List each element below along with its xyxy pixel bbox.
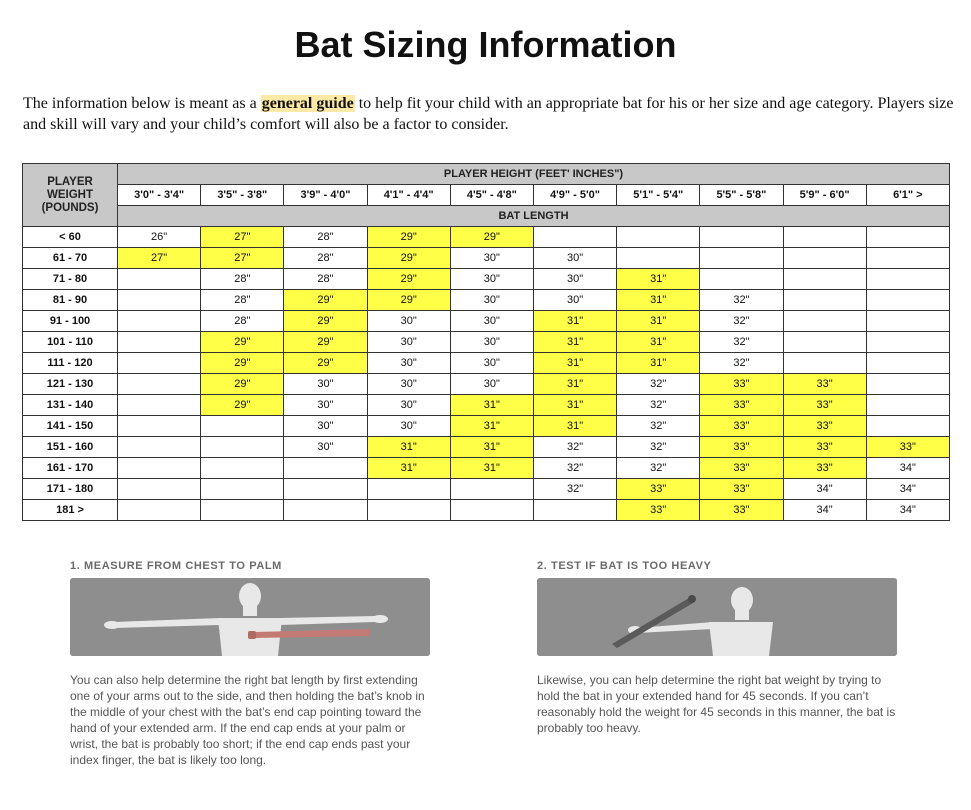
bat-length-cell-highlighted: 33" — [700, 374, 783, 395]
weight-cell: 121 - 130 — [23, 374, 118, 395]
bat-length-cell-highlighted: 33" — [783, 437, 866, 458]
weight-cell: 161 - 170 — [23, 458, 118, 479]
bat-length-cell: 30" — [450, 269, 533, 290]
bat-length-cell — [450, 479, 533, 500]
intro-highlight: general guide — [261, 95, 354, 112]
bat-length-cell-highlighted: 33" — [783, 416, 866, 437]
weight-cell: 111 - 120 — [23, 353, 118, 374]
bat-length-cell — [783, 227, 866, 248]
bat-length-cell: 34" — [783, 500, 866, 521]
height-header: PLAYER HEIGHT (FEET' INCHES") — [118, 164, 950, 185]
bat-length-cell-highlighted: 31" — [533, 353, 616, 374]
bat-length-cell-highlighted: 31" — [533, 332, 616, 353]
bat-length-cell: 32" — [617, 437, 700, 458]
intro-text-before: The information below is meant as a — [23, 95, 261, 112]
bat-length-cell — [866, 353, 949, 374]
height-range-header: 4'5" - 4'8" — [450, 185, 533, 206]
table-row — [23, 311, 950, 332]
bat-length-cell: 30" — [367, 353, 450, 374]
bat-length-cell — [284, 500, 367, 521]
bat-length-cell — [450, 500, 533, 521]
bat-length-cell: 34" — [866, 500, 949, 521]
bat-length-cell — [201, 437, 284, 458]
table-row — [23, 248, 950, 269]
bat-length-cell: 30" — [284, 395, 367, 416]
bat-length-cell-highlighted: 33" — [866, 437, 949, 458]
bat-length-cell: 32" — [700, 290, 783, 311]
bat-length-cell: 34" — [783, 479, 866, 500]
bat-length-cell-highlighted: 33" — [700, 458, 783, 479]
table-row — [23, 374, 950, 395]
table-row — [23, 416, 950, 437]
bat-length-cell-highlighted: 29" — [201, 332, 284, 353]
table-row — [23, 227, 950, 248]
weight-cell: 101 - 110 — [23, 332, 118, 353]
bat-length-cell: 30" — [284, 416, 367, 437]
bat-length-cell-highlighted: 33" — [700, 500, 783, 521]
section-bat-too-heavy — [537, 560, 907, 736]
bat-length-cell-highlighted: 33" — [700, 437, 783, 458]
weight-header — [23, 164, 118, 227]
bat-sizing-table — [22, 163, 950, 521]
bat-length-cell: 30" — [450, 353, 533, 374]
height-range-header: 5'5" - 5'8" — [700, 185, 783, 206]
bat-length-cell-highlighted: 29" — [201, 353, 284, 374]
bat-length-cell — [617, 248, 700, 269]
bat-length-cell: 26" — [118, 227, 201, 248]
player-holding-bat-icon — [537, 578, 897, 656]
bat-length-cell: 32" — [617, 416, 700, 437]
bat-length-cell: 28" — [201, 290, 284, 311]
weight-cell: 61 - 70 — [23, 248, 118, 269]
table-row — [23, 437, 950, 458]
bat-length-cell-highlighted: 27" — [118, 248, 201, 269]
bat-length-cell — [118, 416, 201, 437]
height-range-header: 4'1" - 4'4" — [367, 185, 450, 206]
intro-paragraph — [23, 93, 958, 135]
bat-length-cell — [284, 479, 367, 500]
bat-length-cell-highlighted: 29" — [367, 269, 450, 290]
bat-length-cell-highlighted: 29" — [284, 290, 367, 311]
bat-length-cell — [118, 500, 201, 521]
height-range-header: 6'1" > — [866, 185, 949, 206]
bat-length-cell-highlighted: 33" — [700, 395, 783, 416]
bat-length-cell — [783, 248, 866, 269]
bat-length-cell — [866, 311, 949, 332]
bat-length-cell-highlighted: 27" — [201, 227, 284, 248]
bat-length-cell-highlighted: 29" — [450, 227, 533, 248]
bat-length-cell: 28" — [201, 311, 284, 332]
bat-length-header: BAT LENGTH — [118, 206, 950, 227]
bat-length-cell-highlighted: 31" — [450, 416, 533, 437]
bat-length-cell: 30" — [533, 290, 616, 311]
weight-header-label: PLAYER WEIGHT (POUNDS) — [41, 175, 99, 214]
bat-length-cell-highlighted: 33" — [783, 458, 866, 479]
player-measuring-bat-icon — [70, 578, 430, 656]
weight-cell: 91 - 100 — [23, 311, 118, 332]
bat-length-cell — [866, 248, 949, 269]
bat-length-cell-highlighted: 31" — [450, 395, 533, 416]
bat-length-cell — [700, 227, 783, 248]
bat-length-cell: 28" — [284, 227, 367, 248]
bat-length-cell: 32" — [700, 332, 783, 353]
weight-cell: < 60 — [23, 227, 118, 248]
height-range-header: 4'9" - 5'0" — [533, 185, 616, 206]
bat-length-cell — [866, 416, 949, 437]
bat-length-cell-highlighted: 31" — [533, 395, 616, 416]
intro-text-after: to help fit your child with an appropriate bat for his or her size and age category. Players size and skill will vary and your child’s comfort will also be a factor to consider. — [23, 95, 954, 133]
bat-length-cell-highlighted: 33" — [783, 395, 866, 416]
bat-length-cell: 28" — [284, 248, 367, 269]
bat-length-cell — [201, 500, 284, 521]
bat-length-cell-highlighted: 29" — [284, 353, 367, 374]
bat-length-cell — [866, 332, 949, 353]
bat-length-cell-highlighted: 31" — [450, 458, 533, 479]
bat-length-cell: 30" — [367, 416, 450, 437]
bat-length-cell-highlighted: 31" — [617, 353, 700, 374]
bat-length-cell: 32" — [700, 353, 783, 374]
bat-length-cell-highlighted: 31" — [533, 416, 616, 437]
bat-length-cell-highlighted: 31" — [533, 374, 616, 395]
bat-length-cell — [866, 227, 949, 248]
bat-length-cell: 32" — [617, 395, 700, 416]
bat-length-cell — [284, 458, 367, 479]
bat-length-cell-highlighted: 31" — [617, 332, 700, 353]
bat-length-cell — [700, 269, 783, 290]
bat-length-cell: 30" — [367, 374, 450, 395]
bat-length-cell-highlighted: 29" — [201, 395, 284, 416]
table-row — [23, 395, 950, 416]
weight-cell: 71 - 80 — [23, 269, 118, 290]
bat-length-cell — [118, 269, 201, 290]
height-ranges-row — [23, 185, 950, 206]
bat-length-cell — [118, 437, 201, 458]
bat-length-cell — [866, 290, 949, 311]
height-range-header: 5'9" - 6'0" — [783, 185, 866, 206]
bat-length-cell-highlighted: 31" — [533, 311, 616, 332]
bat-length-cell — [118, 332, 201, 353]
bat-length-cell: 32" — [617, 458, 700, 479]
weight-cell: 181 > — [23, 500, 118, 521]
table-body — [23, 227, 950, 521]
height-range-header: 3'9" - 4'0" — [284, 185, 367, 206]
bat-length-cell-highlighted: 31" — [617, 311, 700, 332]
bat-length-cell — [533, 500, 616, 521]
bat-length-cell: 34" — [866, 458, 949, 479]
bat-length-cell-highlighted: 31" — [367, 458, 450, 479]
bat-length-cell-highlighted: 29" — [284, 332, 367, 353]
bat-length-cell: 30" — [284, 374, 367, 395]
bat-length-cell — [118, 479, 201, 500]
bat-length-cell — [118, 374, 201, 395]
table-row — [23, 479, 950, 500]
section-description: Likewise, you can help determine the right bat weight by trying to hold the bat in your extended hand for 45 seconds. If you can’t reasonably hold the weight for 45 seconds in this manner, the bat is probably too heavy. — [537, 673, 896, 735]
bat-length-cell-highlighted: 29" — [284, 311, 367, 332]
bat-length-cell-highlighted: 31" — [617, 290, 700, 311]
bat-length-cell — [617, 227, 700, 248]
bat-length-cell-highlighted: 33" — [617, 479, 700, 500]
section-title: 1. MEASURE FROM CHEST TO PALM — [70, 560, 282, 572]
weight-cell: 151 - 160 — [23, 437, 118, 458]
bat-length-cell: 34" — [866, 479, 949, 500]
bat-length-cell: 30" — [450, 311, 533, 332]
bat-length-cell — [201, 479, 284, 500]
weight-cell: 81 - 90 — [23, 290, 118, 311]
bat-length-cell: 32" — [533, 479, 616, 500]
section-chest-to-palm — [70, 560, 435, 768]
bat-length-cell — [866, 395, 949, 416]
weight-cell: 141 - 150 — [23, 416, 118, 437]
bat-length-cell-highlighted: 31" — [367, 437, 450, 458]
bat-length-cell — [866, 374, 949, 395]
bat-length-cell — [700, 248, 783, 269]
bat-length-cell: 30" — [533, 269, 616, 290]
bat-length-cell-highlighted: 33" — [700, 416, 783, 437]
bat-length-cell — [201, 458, 284, 479]
bat-length-cell-highlighted: 29" — [201, 374, 284, 395]
bat-length-cell-highlighted: 33" — [700, 479, 783, 500]
bat-length-cell: 32" — [700, 311, 783, 332]
height-range-header: 3'5" - 3'8" — [201, 185, 284, 206]
bat-length-cell — [118, 353, 201, 374]
bat-length-cell — [118, 290, 201, 311]
bat-length-cell-highlighted: 33" — [783, 374, 866, 395]
bat-length-cell — [201, 416, 284, 437]
bat-length-cell: 30" — [533, 248, 616, 269]
bat-length-cell: 30" — [367, 311, 450, 332]
bat-length-cell: 30" — [367, 395, 450, 416]
bat-length-cell: 30" — [450, 248, 533, 269]
bat-length-cell — [367, 500, 450, 521]
section-title: 2. TEST IF BAT IS TOO HEAVY — [537, 560, 712, 572]
height-range-header: 5'1" - 5'4" — [617, 185, 700, 206]
bat-length-cell: 30" — [284, 437, 367, 458]
bat-length-cell: 32" — [533, 437, 616, 458]
bat-length-cell — [783, 353, 866, 374]
bat-length-cell — [783, 269, 866, 290]
bat-length-cell — [866, 269, 949, 290]
bat-length-cell — [118, 311, 201, 332]
height-range-header: 3'0" - 3'4" — [118, 185, 201, 206]
bat-length-cell: 30" — [450, 374, 533, 395]
bat-length-cell: 28" — [201, 269, 284, 290]
bat-length-cell-highlighted: 31" — [617, 269, 700, 290]
bat-length-cell-highlighted: 31" — [450, 437, 533, 458]
bat-length-cell-highlighted: 29" — [367, 248, 450, 269]
page-title: Bat Sizing Information — [294, 24, 677, 65]
bat-length-cell: 30" — [450, 290, 533, 311]
bat-length-cell — [783, 332, 866, 353]
bat-length-cell-highlighted: 29" — [367, 227, 450, 248]
table-row — [23, 353, 950, 374]
bat-length-cell-highlighted: 29" — [367, 290, 450, 311]
bat-length-cell: 28" — [284, 269, 367, 290]
bat-length-cell: 32" — [533, 458, 616, 479]
section-description: You can also help determine the right bat length by first extending one of your arms out to the side, and then holding the bat’s knob in the middle of your chest with the bat’s end cap pointing toward the hand of your extended arm. If the end cap ends at your palm or wrist, the bat is probably too short; if the end cap ends past your index finger, the bat is likely too long. — [70, 673, 425, 767]
bat-length-cell: 32" — [617, 374, 700, 395]
table-row — [23, 269, 950, 290]
bat-length-cell — [783, 311, 866, 332]
table-row — [23, 332, 950, 353]
bat-length-cell — [367, 479, 450, 500]
bat-length-cell — [118, 395, 201, 416]
bat-length-cell — [533, 227, 616, 248]
table-row — [23, 290, 950, 311]
bat-length-cell-highlighted: 27" — [201, 248, 284, 269]
weight-cell: 171 - 180 — [23, 479, 118, 500]
bat-length-cell — [783, 290, 866, 311]
table-row — [23, 500, 950, 521]
bat-length-cell: 30" — [367, 332, 450, 353]
bat-length-cell: 30" — [450, 332, 533, 353]
bat-length-cell-highlighted: 33" — [617, 500, 700, 521]
table-row — [23, 458, 950, 479]
weight-cell: 131 - 140 — [23, 395, 118, 416]
bat-length-cell — [118, 458, 201, 479]
